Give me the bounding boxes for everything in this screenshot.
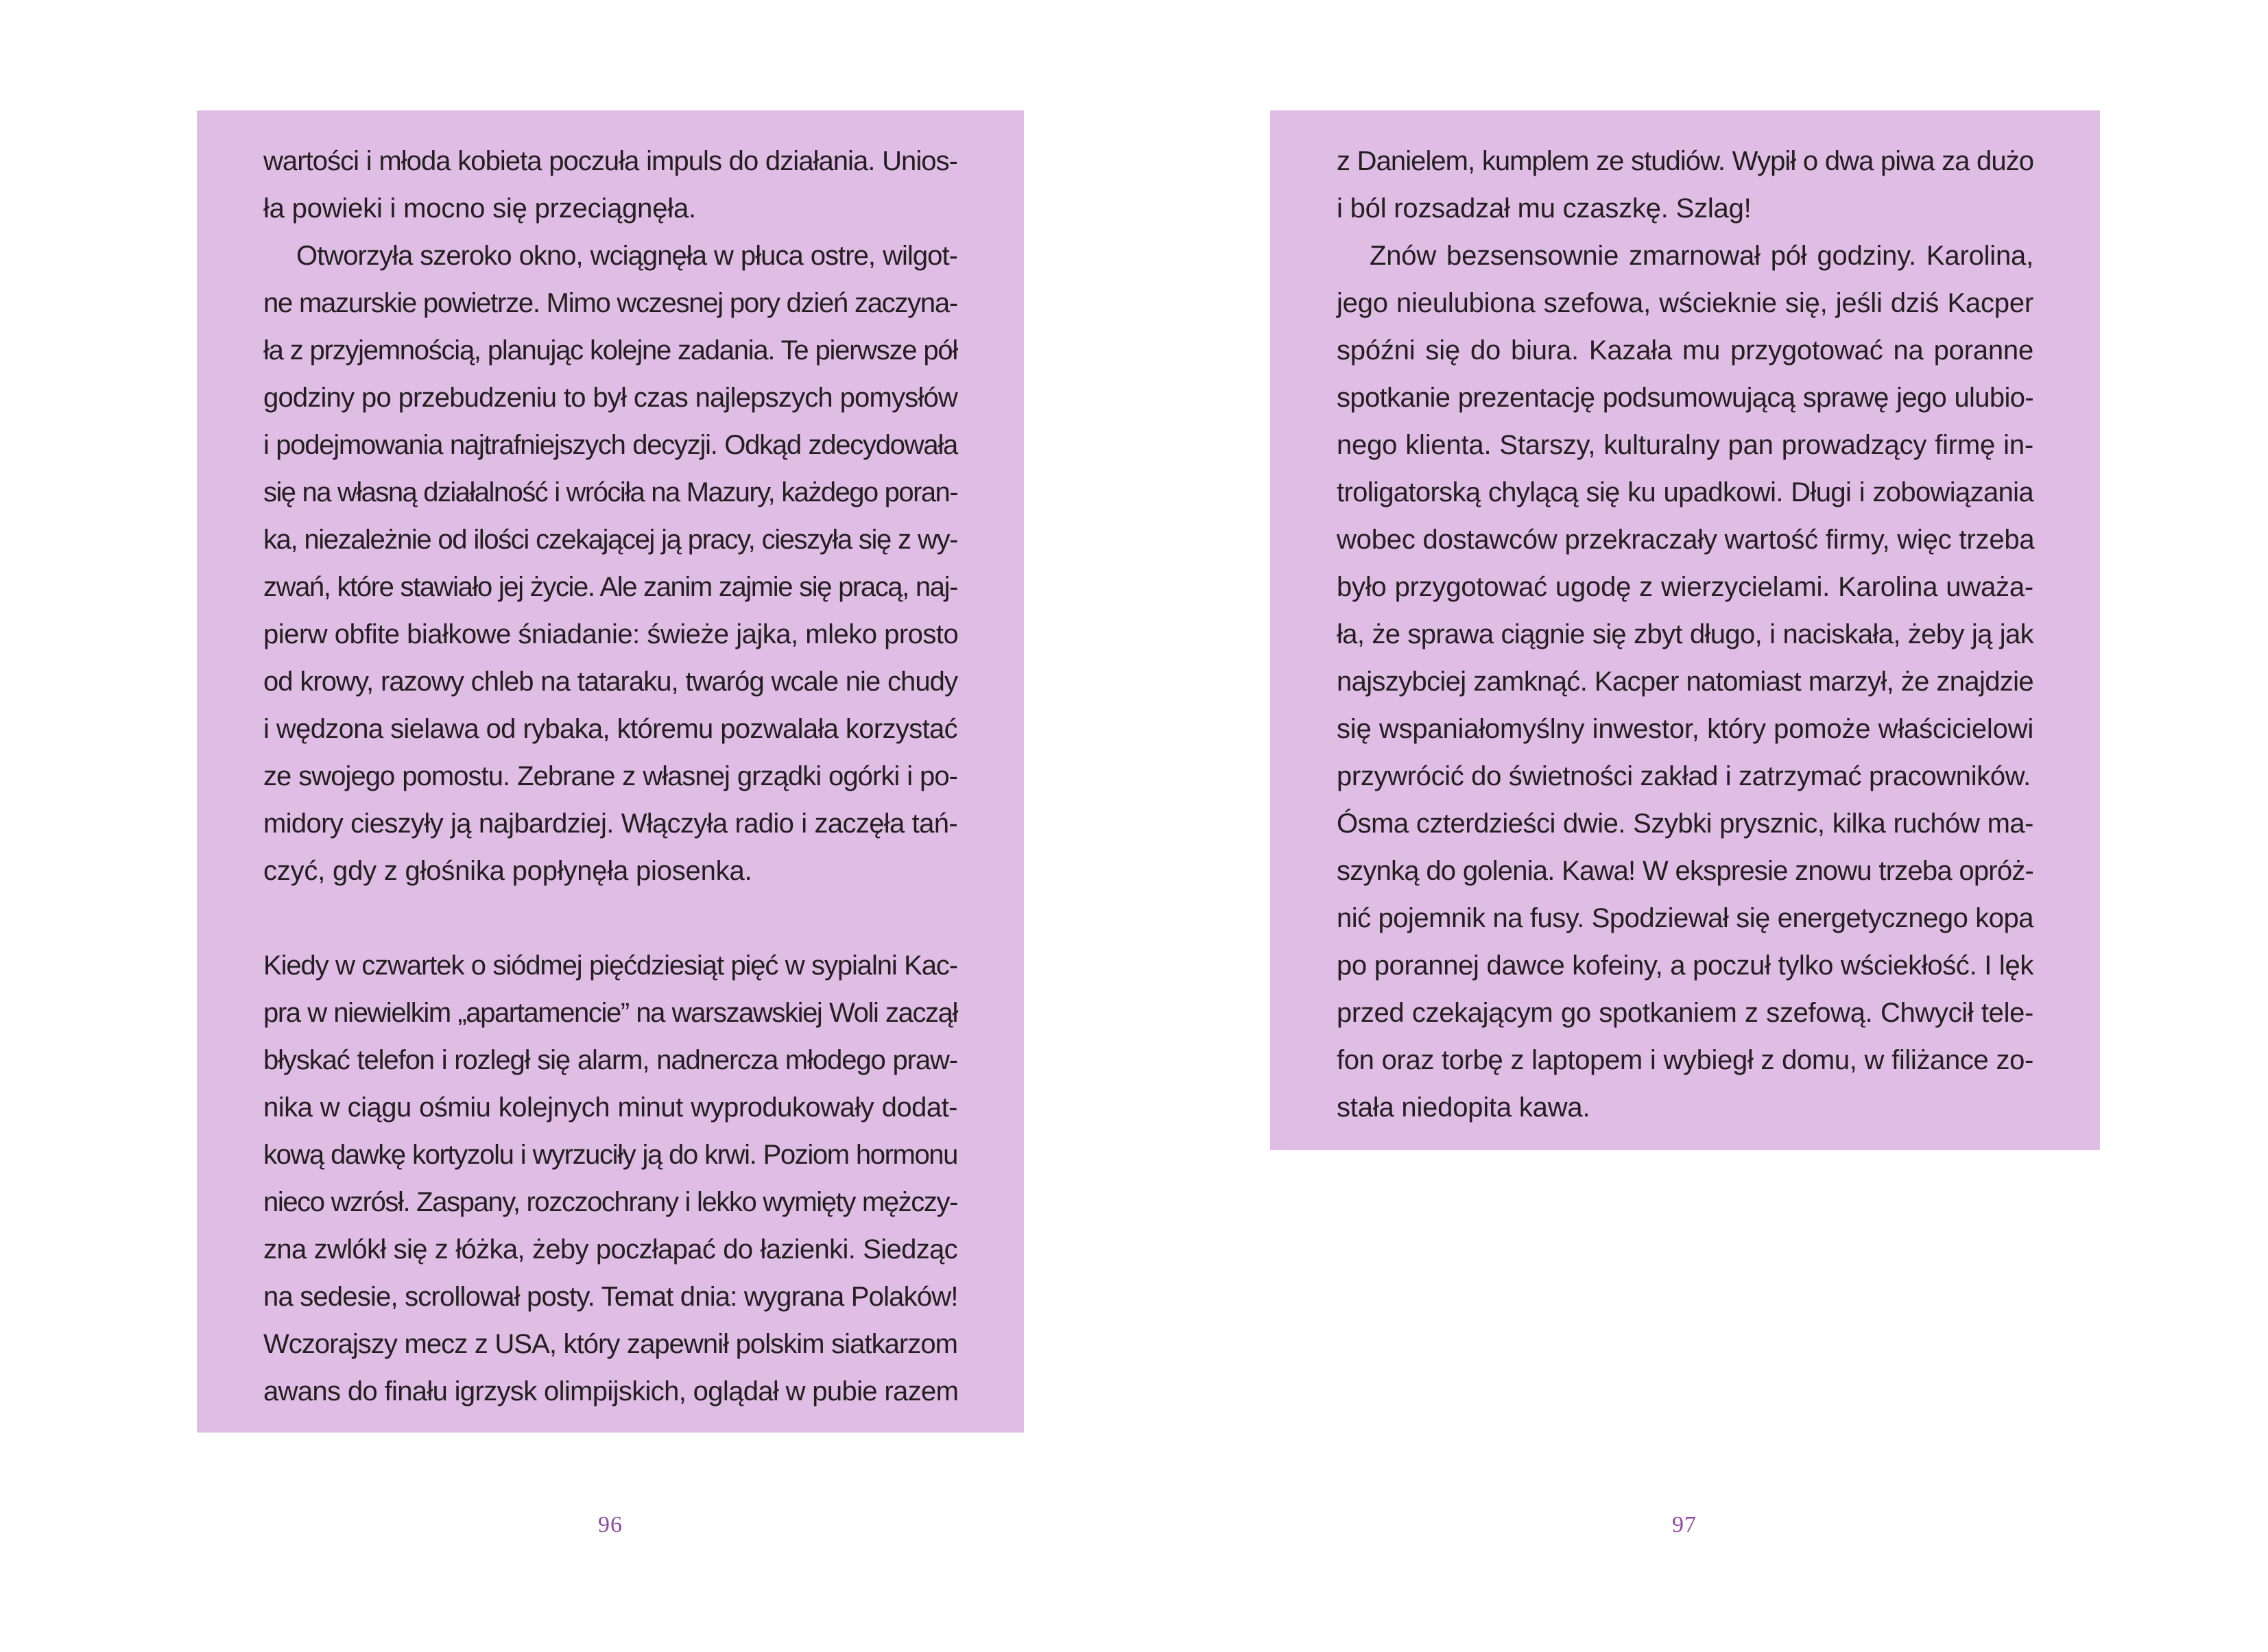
text-line: spóźni się do biura. Kazała mu przygotować na poranne [1337, 335, 2033, 366]
text-line: i wędzona sielawa od rybaka, któremu pozwalała korzystać [263, 714, 957, 744]
text-line: wartości i młoda kobieta poczuła impuls do działania. Unios- [263, 146, 957, 176]
right-page-lines [1337, 138, 2033, 1132]
text-line: nego klienta. Starszy, kulturalny pan prowadzący firmę in- [1337, 430, 2033, 460]
text-line: ne mazurskie powietrze. Mimo wczesnej pory dzień zaczyna- [263, 288, 957, 318]
text-line: się na własną działalność i wróciła na Mazury, każdego poran- [263, 477, 957, 507]
text-line: Kiedy w czwartek o siódmej pięćdziesiąt pięć w sypialni Kac- [263, 950, 957, 981]
text-line: pierw obfite białkowe śniadanie: świeże jajka, mleko prosto [263, 619, 959, 649]
text-line: nić pojemnik na fusy. Spodziewał się energetycznego kopa [1337, 903, 2033, 933]
text-line: nieco wzrósł. Zaspany, rozczochrany i lekko wymięty mężczy- [263, 1187, 957, 1217]
text-line: fon oraz torbę z laptopem i wybiegł z domu, w filiżance zo- [1337, 1045, 2033, 1075]
text-line: ła z przyjemnością, planując kolejne zadania. Te pierwsze pół [263, 335, 957, 366]
left-page-text-block [197, 110, 1024, 1433]
page-number-left: 96 [598, 1512, 623, 1537]
text-line: midory cieszyły ją najbardziej. Włączyła radio i zaczęła tań- [263, 809, 957, 839]
text-line: godziny po przebudzeniu to był czas najlepszych pomysłów [263, 383, 957, 413]
text-line: na sedesie, scrollował posty. Temat dnia: wygrana Polaków! [263, 1282, 958, 1312]
text-line: Otworzyła szeroko okno, wciągnęła w płuca ostre, wilgot- [296, 241, 957, 271]
text-line: zwań, które stawiało jej życie. Ale zanim zajmie się pracą, naj- [263, 572, 957, 602]
text-line: czyć, gdy z głośnika popłynęła piosenka. [263, 856, 752, 886]
text-line: najszybciej zamknąć. Kacper natomiast marzył, że znajdzie [1337, 667, 2033, 697]
text-line: pra w niewielkim „apartamencie” na warszawskiej Woli zaczął [263, 998, 957, 1028]
text-line: się wspaniałomyślny inwestor, który pomoże właścicielowi [1337, 714, 2033, 744]
text-line: awans do finału igrzysk olimpijskich, oglądał w pubie razem [263, 1376, 959, 1406]
text-line: i ból rozsadzał mu czaszkę. Szlag! [1337, 193, 1752, 224]
text-line: przed czekającym go spotkaniem z szefową. Chwycił tele- [1337, 998, 2033, 1028]
text-line: przywrócić do świetności zakład i zatrzymać pracowników. [1337, 761, 2031, 791]
text-line: ze swojego pomostu. Zebrane z własnej grządki ogórki i po- [263, 761, 957, 791]
text-line: szynką do golenia. Kawa! W ekspresie znowu trzeba opróż- [1337, 856, 2033, 886]
text-line: z Danielem, kumplem ze studiów. Wypił o dwa piwa za dużo [1337, 146, 2033, 176]
text-line: ka, niezależnie od ilości czekającej ją pracy, cieszyła się z wy- [263, 525, 957, 555]
text-line: kową dawkę kortyzolu i wyrzuciły ją do krwi. Poziom hormonu [263, 1140, 957, 1170]
text-line: było przygotować ugodę z wierzycielami. Karolina uważa- [1337, 572, 2033, 602]
right-page-text-block [1270, 110, 2100, 1150]
text-line: jego nieulubiona szefowa, wścieknie się, jeśli dziś Kacper [1337, 288, 2033, 318]
text-line: i podejmowania najtrafniejszych decyzji. Odkąd zdecydowała [263, 430, 957, 460]
paragraph-break [263, 895, 957, 942]
text-line: stała niedopita kawa. [1337, 1092, 1590, 1123]
page-number-right: 97 [1672, 1512, 1697, 1537]
text-line: ła, że sprawa ciągnie się zbyt długo, i naciskała, żeby ją jak [1337, 619, 2033, 649]
text-line: błyskać telefon i rozległ się alarm, nadnercza młodego praw- [263, 1045, 957, 1075]
left-page-lines [263, 138, 957, 1415]
text-line: wobec dostawców przekraczały wartość firmy, więc trzeba [1337, 525, 2035, 555]
text-line: Wczorajszy mecz z USA, który zapewnił polskim siatkarzom [263, 1329, 957, 1359]
text-line: spotkanie prezentację podsumowującą sprawę jego ulubio- [1337, 383, 2033, 413]
text-line: troligatorską chylącą się ku upadkowi. Długi i zobowiązania [1337, 477, 2033, 507]
text-line: nika w ciągu ośmiu kolejnych minut wyprodukowały dodat- [263, 1092, 957, 1123]
text-line: od krowy, razowy chleb na tataraku, twaróg wcale nie chudy [263, 667, 957, 697]
text-line: ła powieki i mocno się przeciągnęła. [263, 193, 696, 224]
text-line: Znów bezsensownie zmarnował pół godziny. Karolina, [1370, 241, 2033, 271]
text-line: zna zwlókł się z łóżka, żeby poczłapać do łazienki. Siedząc [263, 1234, 957, 1265]
text-line: Ósma czterdzieści dwie. Szybki prysznic, kilka ruchów ma- [1337, 809, 2033, 839]
text-line: po porannej dawce kofeiny, a poczuł tylko wściekłość. I lęk [1337, 950, 2033, 981]
